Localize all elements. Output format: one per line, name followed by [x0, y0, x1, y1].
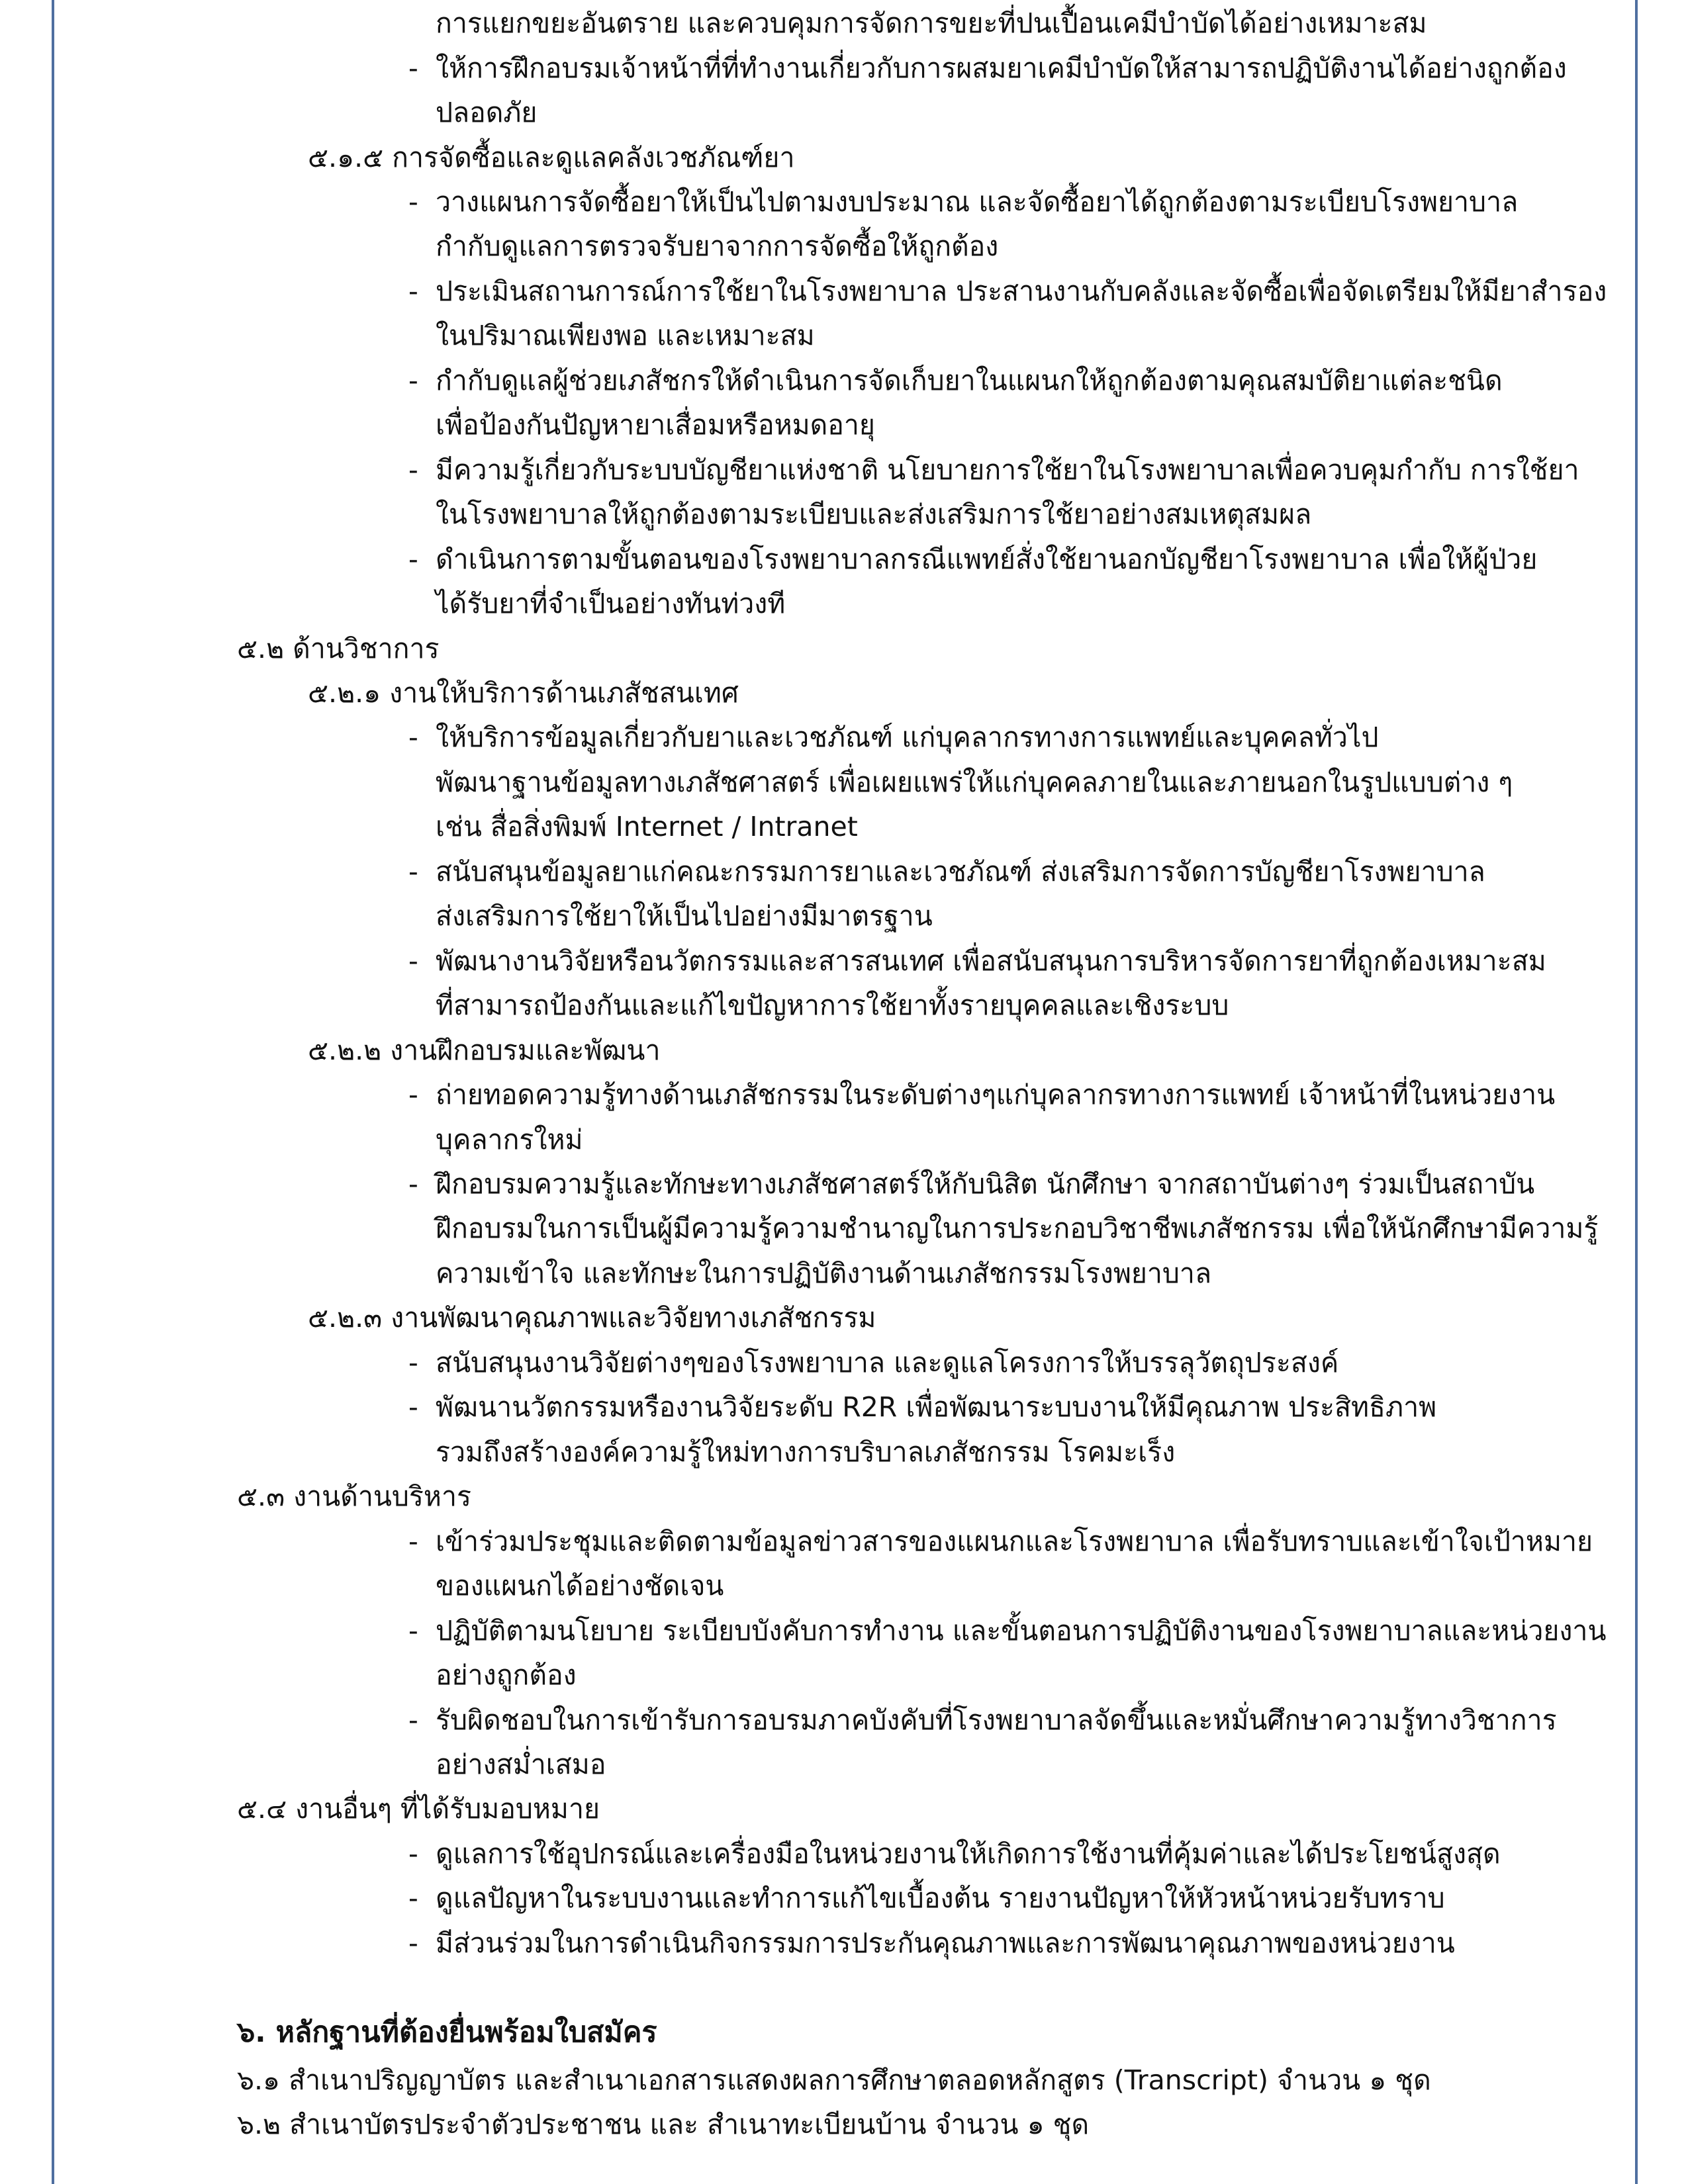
bullet-dash: - — [408, 275, 418, 307]
bullet-dash: - — [408, 1391, 418, 1423]
section-heading-6: ๖. หลักฐานที่ต้องยื่นพร้อมใบสมัคร — [237, 2016, 657, 2049]
bullet-dash: - — [408, 186, 418, 218]
bullet-text: ให้บริการข้อมูลเกี่ยวกับยาและเวชภัณฑ์ แก่บุคลากรทางการแพทย์และบุคคลทั่วไป — [436, 721, 1379, 753]
bullet-continuation: ที่สามารถป้องกันและแก้ไขปัญหาการใช้ยาทั้งรายบุคคลและเชิงระบบ — [436, 989, 1229, 1021]
bullet-text: สนับสนุนข้อมูลยาแก่คณะกรรมการยาและเวชภัณฑ์ ส่งเสริมการจัดการบัญชียาโรงพยาบาล — [436, 856, 1485, 887]
bullet-text: ดำเนินการตามขั้นตอนของโรงพยาบาลกรณีแพทย์สั่งใช้ยานอกบัญชียาโรงพยาบาล เพื่อให้ผู้ป่วย — [436, 543, 1538, 575]
bullet-dash: - — [408, 1615, 418, 1647]
bullet-continuation: อย่างสม่ำเสมอ — [436, 1749, 606, 1780]
bullet-text: ฝึกอบรมความรู้และทักษะทางเภสัชศาสตร์ให้กับนิสิต นักศึกษา จากสถาบันต่างๆ ร่วมเป็นสถาบัน — [436, 1168, 1535, 1200]
bullet-continuation: เช่น สื่อสิ่งพิมพ์ Internet / Intranet — [436, 811, 858, 842]
bullet-text: ดูแลปัญหาในระบบงานและทำการแก้ไขเบื้องต้น รายงานปัญหาให้หัวหน้าหน่วยรับทราบ — [436, 1882, 1445, 1914]
bullet-continuation: พัฒนาฐานข้อมูลทางเภสัชศาสตร์ เพื่อเผยแพร่ให้แก่บุคคลภายในและภายนอกในรูปแบบต่าง ๆ — [436, 766, 1513, 798]
bullet-text: รับผิดชอบในการเข้ารับการอบรมภาคบังคับที่โรงพยาบาลจัดขึ้นและหมั่นศึกษาความรู้ทางวิชาการ — [436, 1704, 1557, 1736]
bullet-text: ถ่ายทอดความรู้ทางด้านเภสัชกรรมในระดับต่างๆแก่บุคลากรทางการแพทย์ เจ้าหน้าที่ในหน่วยงาน — [436, 1079, 1556, 1111]
bullet-dash: - — [408, 1838, 418, 1870]
section-heading-5-3: ๕.๓ งานด้านบริหาร — [237, 1480, 471, 1512]
bullet-continuation: ปลอดภัย — [436, 97, 538, 128]
bullet-continuation: ฝึกอบรมในการเป็นผู้มีความรู้ความชำนาญในการประกอบวิชาชีพเภสัชกรรม เพื่อให้นักศึกษามีความรู้ — [436, 1212, 1599, 1244]
bullet-dash: - — [408, 1168, 418, 1200]
subsection-heading: ๕.๒.๒ งานฝึกอบรมและพัฒนา — [308, 1034, 661, 1066]
section-heading-5-2: ๕.๒ ด้านวิชาการ — [237, 633, 440, 664]
bullet-text: สนับสนุนงานวิจัยต่างๆของโรงพยาบาล และดูแลโครงการให้บรรลุวัตถุประสงค์ — [436, 1347, 1339, 1379]
bullet-text: วางแผนการจัดซื้อยาให้เป็นไปตามงบประมาณ และจัดซื้อยาได้ถูกต้องตามระเบียบโรงพยาบาล — [436, 186, 1519, 218]
bullet-continuation: รวมถึงสร้างองค์ความรู้ใหม่ทางการบริบาลเภสัชกรรม โรคมะเร็ง — [436, 1436, 1176, 1468]
bullet-dash: - — [408, 543, 418, 575]
bullet-dash: - — [408, 1079, 418, 1111]
bullet-dash: - — [408, 1882, 418, 1914]
bullet-continuation: ในปริมาณเพียงพอ และเหมาะสม — [436, 320, 815, 351]
subsection-heading: ๕.๒.๑ งานให้บริการด้านเภสัชสนเทศ — [308, 677, 739, 709]
bullet-text: เข้าร่วมประชุมและติดตามข้อมูลข่าวสารของแผนกและโรงพยาบาล เพื่อรับทราบและเข้าใจเป้าหมาย — [436, 1525, 1593, 1557]
bullet-dash: - — [408, 1927, 418, 1959]
subsection-heading: ๕.๒.๓ งานพัฒนาคุณภาพและวิจัยทางเภสัชกรรม — [308, 1302, 876, 1334]
bullet-continuation: กำกับดูแลการตรวจรับยาจากการจัดซื้อให้ถูกต้อง — [436, 230, 999, 262]
bullet-dash: - — [408, 365, 418, 396]
bullet-continuation: บุคลากรใหม่ — [436, 1124, 583, 1156]
bullet-continuation: การแยกขยะอันตราย และควบคุมการจัดการขยะที่ปนเปื้อนเคมีบำบัดได้อย่างเหมาะสม — [436, 7, 1427, 39]
bullet-continuation: ในโรงพยาบาลให้ถูกต้องตามระเบียบและส่งเสริมการใช้ยาอย่างสมเหตุสมผล — [436, 498, 1312, 530]
bullet-text: กำกับดูแลผู้ช่วยเภสัชกรให้ดำเนินการจัดเก็บยาในแผนกให้ถูกต้องตามคุณสมบัติยาแต่ละชนิด — [436, 365, 1503, 396]
bullet-text: มีความรู้เกี่ยวกับระบบบัญชียาแห่งชาติ นโยบายการใช้ยาในโรงพยาบาลเพื่อควบคุมกำกับ การใช้ยา — [436, 454, 1579, 486]
bullet-continuation: เพื่อป้องกันปัญหายาเสื่อมหรือหมดอายุ — [436, 409, 875, 441]
bullet-continuation: ของแผนกได้อย่างชัดเจน — [436, 1570, 724, 1602]
bullet-dash: - — [408, 721, 418, 753]
bullet-text: มีส่วนร่วมในการดำเนินกิจกรรมการประกันคุณภาพและการพัฒนาคุณภาพของหน่วยงาน — [436, 1927, 1455, 1959]
bullet-text: พัฒนางานวิจัยหรือนวัตกรรมและสารสนเทศ เพื่อสนับสนุนการบริหารจัดการยาที่ถูกต้องเหมาะสม — [436, 945, 1546, 977]
bullet-dash: - — [408, 1525, 418, 1557]
bullet-text: ปฏิบัติตามนโยบาย ระเบียบบังคับการทำงาน และขั้นตอนการปฏิบัติงานของโรงพยาบาลและหน่วยงาน — [436, 1615, 1607, 1647]
bullet-dash: - — [408, 856, 418, 887]
bullet-continuation: ความเข้าใจ และทักษะในการปฏิบัติงานด้านเภสัชกรรมโรงพยาบาล — [436, 1257, 1212, 1289]
bullet-dash: - — [408, 1347, 418, 1379]
bullet-dash: - — [408, 1704, 418, 1736]
document-list-item: ๖.๑ สำเนาปริญญาบัตร และสำเนาเอกสารแสดงผลการศึกษาตลอดหลักสูตร (Transcript) จำนวน ๑ ชุด — [237, 2064, 1431, 2096]
bullet-continuation: ได้รับยาที่จำเป็นอย่างทันท่วงที — [436, 588, 786, 619]
bullet-text: พัฒนานวัตกรรมหรืองานวิจัยระดับ R2R เพื่อพัฒนาระบบงานให้มีคุณภาพ ประสิทธิภาพ — [436, 1391, 1437, 1423]
bullet-dash: - — [408, 945, 418, 977]
bullet-text: ให้การฝึกอบรมเจ้าหน้าที่ที่ทำงานเกี่ยวกับการผสมยาเคมีบำบัดให้สามารถปฏิบัติงานได้อย่างถูกต้อง — [436, 52, 1567, 84]
subsection-heading: ๕.๑.๕ การจัดซื้อและดูแลคลังเวชภัณฑ์ยา — [308, 142, 795, 173]
bullet-text: ดูแลการใช้อุปกรณ์และเครื่องมือในหน่วยงานให้เกิดการใช้งานที่คุ้มค่าและได้ประโยชน์สูงสุด — [436, 1838, 1501, 1870]
bullet-dash: - — [408, 52, 418, 84]
document-list-item: ๖.๒ สำเนาบัตรประจำตัวประชาชน และ สำเนาทะเบียนบ้าน จำนวน ๑ ชุด — [237, 2109, 1090, 2140]
bullet-continuation: ส่งเสริมการใช้ยาให้เป็นไปอย่างมีมาตรฐาน — [436, 900, 933, 932]
bullet-dash: - — [408, 454, 418, 486]
bullet-continuation: อย่างถูกต้อง — [436, 1659, 577, 1691]
bullet-text: ประเมินสถานการณ์การใช้ยาในโรงพยาบาล ประสานงานกับคลังและจัดซื้อเพื่อจัดเตรียมให้มียาสำรอง — [436, 275, 1607, 307]
section-heading-5-4: ๕.๔ งานอื่นๆ ที่ได้รับมอบหมาย — [237, 1793, 600, 1825]
